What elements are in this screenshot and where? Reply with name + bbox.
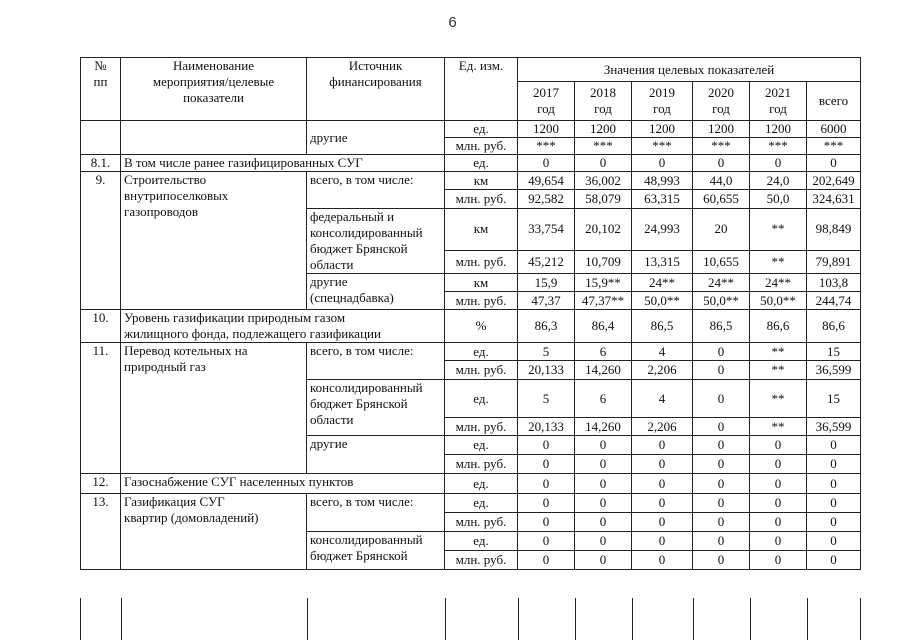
value-cell: *** <box>750 138 807 155</box>
value-cell: 0 <box>693 474 750 494</box>
cell-source: консолидированный бюджет Брянской области <box>307 380 445 436</box>
value-cell: 60,655 <box>693 190 750 209</box>
cell-no: 13. <box>81 494 121 570</box>
value-cell: 15 <box>807 343 861 361</box>
value-cell: 0 <box>750 155 807 172</box>
cell-source: всего, в том числе: <box>307 343 445 380</box>
value-cell: 0 <box>632 494 693 513</box>
value-cell: *** <box>518 138 575 155</box>
cell-unit: % <box>445 310 518 343</box>
value-cell: 15,9 <box>518 274 575 292</box>
value-cell: 86,5 <box>693 310 750 343</box>
value-cell: 0 <box>518 551 575 570</box>
cell-unit: ед. <box>445 343 518 361</box>
cell-name: Газоснабжение СУГ населенных пунктов <box>121 474 445 494</box>
table-row <box>81 121 861 138</box>
cell-unit: млн. руб. <box>445 138 518 155</box>
value-cell: 10,709 <box>575 250 632 273</box>
value-cell: 6 <box>575 343 632 361</box>
value-cell: 86,5 <box>632 310 693 343</box>
cell-name: Уровень газификации природным газом жилищного фонда, подлежащего газификации <box>121 310 445 343</box>
value-cell: 0 <box>518 513 575 532</box>
value-cell: 0 <box>807 494 861 513</box>
value-cell: 0 <box>575 455 632 474</box>
cell-unit: млн. руб. <box>445 250 518 273</box>
value-cell: *** <box>693 138 750 155</box>
cell-unit: км <box>445 209 518 251</box>
header-year-3: 2020 год <box>693 82 750 121</box>
page-number: 6 <box>448 14 457 31</box>
value-cell: 0 <box>693 361 750 380</box>
value-cell: 0 <box>693 155 750 172</box>
value-cell: 0 <box>518 474 575 494</box>
header-no: № пп <box>81 58 121 121</box>
cell-unit: млн. руб. <box>445 292 518 310</box>
value-cell: 14,260 <box>575 361 632 380</box>
value-cell: 0 <box>575 551 632 570</box>
value-cell: 24,993 <box>632 209 693 251</box>
value-cell: 6000 <box>807 121 861 138</box>
cell-no: 12. <box>81 474 121 494</box>
value-cell: 0 <box>575 494 632 513</box>
target-indicators-table <box>80 57 861 570</box>
value-cell: 0 <box>518 455 575 474</box>
cell-no: 10. <box>81 310 121 343</box>
value-cell: 0 <box>750 455 807 474</box>
value-cell: 13,315 <box>632 250 693 273</box>
cell-unit: млн. руб. <box>445 418 518 436</box>
cell-name: Перевод котельных на природный газ <box>121 343 307 474</box>
cell-source: другие <box>307 121 445 155</box>
value-cell: 0 <box>750 436 807 455</box>
value-cell: 1200 <box>750 121 807 138</box>
value-cell: 0 <box>693 532 750 551</box>
header-year-5: всего <box>807 82 861 121</box>
value-cell: 0 <box>518 155 575 172</box>
value-cell: 0 <box>693 455 750 474</box>
cell-name: Газификация СУГ квартир (домовладений) <box>121 494 307 570</box>
value-cell: 0 <box>575 474 632 494</box>
table-row <box>81 172 861 190</box>
value-cell: 79,891 <box>807 250 861 273</box>
value-cell: 15,9** <box>575 274 632 292</box>
value-cell: ** <box>750 343 807 361</box>
cell-name: Строительство внутрипоселковых газопроводов <box>121 172 307 310</box>
value-cell: 0 <box>693 494 750 513</box>
value-cell: 103,8 <box>807 274 861 292</box>
cell-unit: млн. руб. <box>445 551 518 570</box>
header-name: Наименование мероприятия/целевые показатели <box>121 58 307 121</box>
value-cell: 202,649 <box>807 172 861 190</box>
table-row <box>81 494 861 513</box>
value-cell: 20 <box>693 209 750 251</box>
value-cell: 0 <box>632 513 693 532</box>
cell-source: федеральный и консолидированный бюджет Брянской области <box>307 209 445 274</box>
cell-unit: млн. руб. <box>445 190 518 209</box>
header-source: Источник финансирования <box>307 58 445 121</box>
value-cell: 86,6 <box>807 310 861 343</box>
value-cell: 20,102 <box>575 209 632 251</box>
value-cell: 50,0** <box>693 292 750 310</box>
value-cell: 48,993 <box>632 172 693 190</box>
value-cell: 2,206 <box>632 361 693 380</box>
value-cell: 0 <box>693 343 750 361</box>
value-cell: 4 <box>632 343 693 361</box>
value-cell: 0 <box>807 455 861 474</box>
value-cell: 44,0 <box>693 172 750 190</box>
value-cell: 0 <box>632 474 693 494</box>
cell-unit: ед. <box>445 155 518 172</box>
table-row <box>81 155 861 172</box>
value-cell: 63,315 <box>632 190 693 209</box>
value-cell: 0 <box>693 380 750 418</box>
value-cell: ** <box>750 380 807 418</box>
cell-unit: ед. <box>445 474 518 494</box>
value-cell: 0 <box>750 494 807 513</box>
table-continuation <box>80 598 861 640</box>
value-cell: 0 <box>807 436 861 455</box>
value-cell: 15 <box>807 380 861 418</box>
value-cell: 0 <box>632 551 693 570</box>
value-cell: 36,002 <box>575 172 632 190</box>
header-values-title: Значения целевых показателей <box>518 58 861 82</box>
cell-unit: млн. руб. <box>445 455 518 474</box>
value-cell: 50,0 <box>750 190 807 209</box>
value-cell: 0 <box>518 494 575 513</box>
value-cell: 50,0** <box>632 292 693 310</box>
value-cell: 20,133 <box>518 418 575 436</box>
value-cell: 0 <box>632 532 693 551</box>
value-cell: 0 <box>807 551 861 570</box>
cell-name-empty <box>121 121 307 155</box>
value-cell: 47,37** <box>575 292 632 310</box>
cell-unit: км <box>445 274 518 292</box>
value-cell: 0 <box>632 436 693 455</box>
value-cell: 1200 <box>632 121 693 138</box>
value-cell: 0 <box>632 155 693 172</box>
value-cell: 0 <box>750 513 807 532</box>
value-cell: 0 <box>632 455 693 474</box>
cell-unit: ед. <box>445 380 518 418</box>
value-cell: 47,37 <box>518 292 575 310</box>
value-cell: ** <box>750 209 807 251</box>
value-cell: 10,655 <box>693 250 750 273</box>
value-cell: 45,212 <box>518 250 575 273</box>
value-cell: 6 <box>575 380 632 418</box>
value-cell: 50,0** <box>750 292 807 310</box>
value-cell: 24** <box>750 274 807 292</box>
value-cell: 86,6 <box>750 310 807 343</box>
value-cell: 2,206 <box>632 418 693 436</box>
cell-source: другие (спецнадбавка) <box>307 274 445 310</box>
value-cell: 36,599 <box>807 418 861 436</box>
value-cell: 0 <box>575 513 632 532</box>
value-cell: 0 <box>693 418 750 436</box>
header-unit: Ед. изм. <box>445 58 518 121</box>
value-cell: 14,260 <box>575 418 632 436</box>
cell-unit: ед. <box>445 121 518 138</box>
value-cell: 0 <box>575 532 632 551</box>
header-year-0: 2017 год <box>518 82 575 121</box>
value-cell: 0 <box>693 436 750 455</box>
cell-name: В том числе ранее газифицированных СУГ <box>121 155 445 172</box>
value-cell: *** <box>575 138 632 155</box>
value-cell: 0 <box>807 513 861 532</box>
header-year-1: 2018 год <box>575 82 632 121</box>
value-cell: 58,079 <box>575 190 632 209</box>
value-cell: 1200 <box>575 121 632 138</box>
value-cell: ** <box>750 250 807 273</box>
value-cell: 0 <box>807 474 861 494</box>
value-cell: 1200 <box>693 121 750 138</box>
value-cell: 4 <box>632 380 693 418</box>
value-cell: 5 <box>518 343 575 361</box>
value-cell: 244,74 <box>807 292 861 310</box>
value-cell: ** <box>750 418 807 436</box>
value-cell: 0 <box>575 436 632 455</box>
value-cell: 0 <box>750 532 807 551</box>
cell-source: всего, в том числе: <box>307 494 445 532</box>
value-cell: 24,0 <box>750 172 807 190</box>
value-cell: 0 <box>807 532 861 551</box>
cell-no: 9. <box>81 172 121 310</box>
cell-unit: млн. руб. <box>445 361 518 380</box>
header-row <box>81 58 861 82</box>
table-row <box>81 310 861 343</box>
header-year-2: 2019 год <box>632 82 693 121</box>
cell-unit: ед. <box>445 532 518 551</box>
value-cell: ** <box>750 361 807 380</box>
cell-source: другие <box>307 436 445 474</box>
cell-no: 8.1. <box>81 155 121 172</box>
value-cell: 5 <box>518 380 575 418</box>
value-cell: 0 <box>693 551 750 570</box>
cell-unit: ед. <box>445 494 518 513</box>
table-row <box>81 474 861 494</box>
value-cell: *** <box>632 138 693 155</box>
value-cell: 86,4 <box>575 310 632 343</box>
table-row <box>81 343 861 361</box>
cell-source: консолидированный бюджет Брянской <box>307 532 445 570</box>
cell-no: 11. <box>81 343 121 474</box>
value-cell: 24** <box>632 274 693 292</box>
value-cell: 0 <box>807 155 861 172</box>
value-cell: 0 <box>575 155 632 172</box>
cell-unit: км <box>445 172 518 190</box>
value-cell: *** <box>807 138 861 155</box>
value-cell: 1200 <box>518 121 575 138</box>
value-cell: 0 <box>518 532 575 551</box>
cell-unit: ед. <box>445 436 518 455</box>
header-year-4: 2021 год <box>750 82 807 121</box>
value-cell: 33,754 <box>518 209 575 251</box>
value-cell: 92,582 <box>518 190 575 209</box>
value-cell: 324,631 <box>807 190 861 209</box>
value-cell: 98,849 <box>807 209 861 251</box>
value-cell: 36,599 <box>807 361 861 380</box>
cell-source: всего, в том числе: <box>307 172 445 209</box>
value-cell: 0 <box>750 551 807 570</box>
cell-unit: млн. руб. <box>445 513 518 532</box>
value-cell: 0 <box>693 513 750 532</box>
value-cell: 86,3 <box>518 310 575 343</box>
value-cell: 24** <box>693 274 750 292</box>
value-cell: 0 <box>518 436 575 455</box>
value-cell: 49,654 <box>518 172 575 190</box>
value-cell: 20,133 <box>518 361 575 380</box>
cell-no-empty <box>81 121 121 155</box>
value-cell: 0 <box>750 474 807 494</box>
